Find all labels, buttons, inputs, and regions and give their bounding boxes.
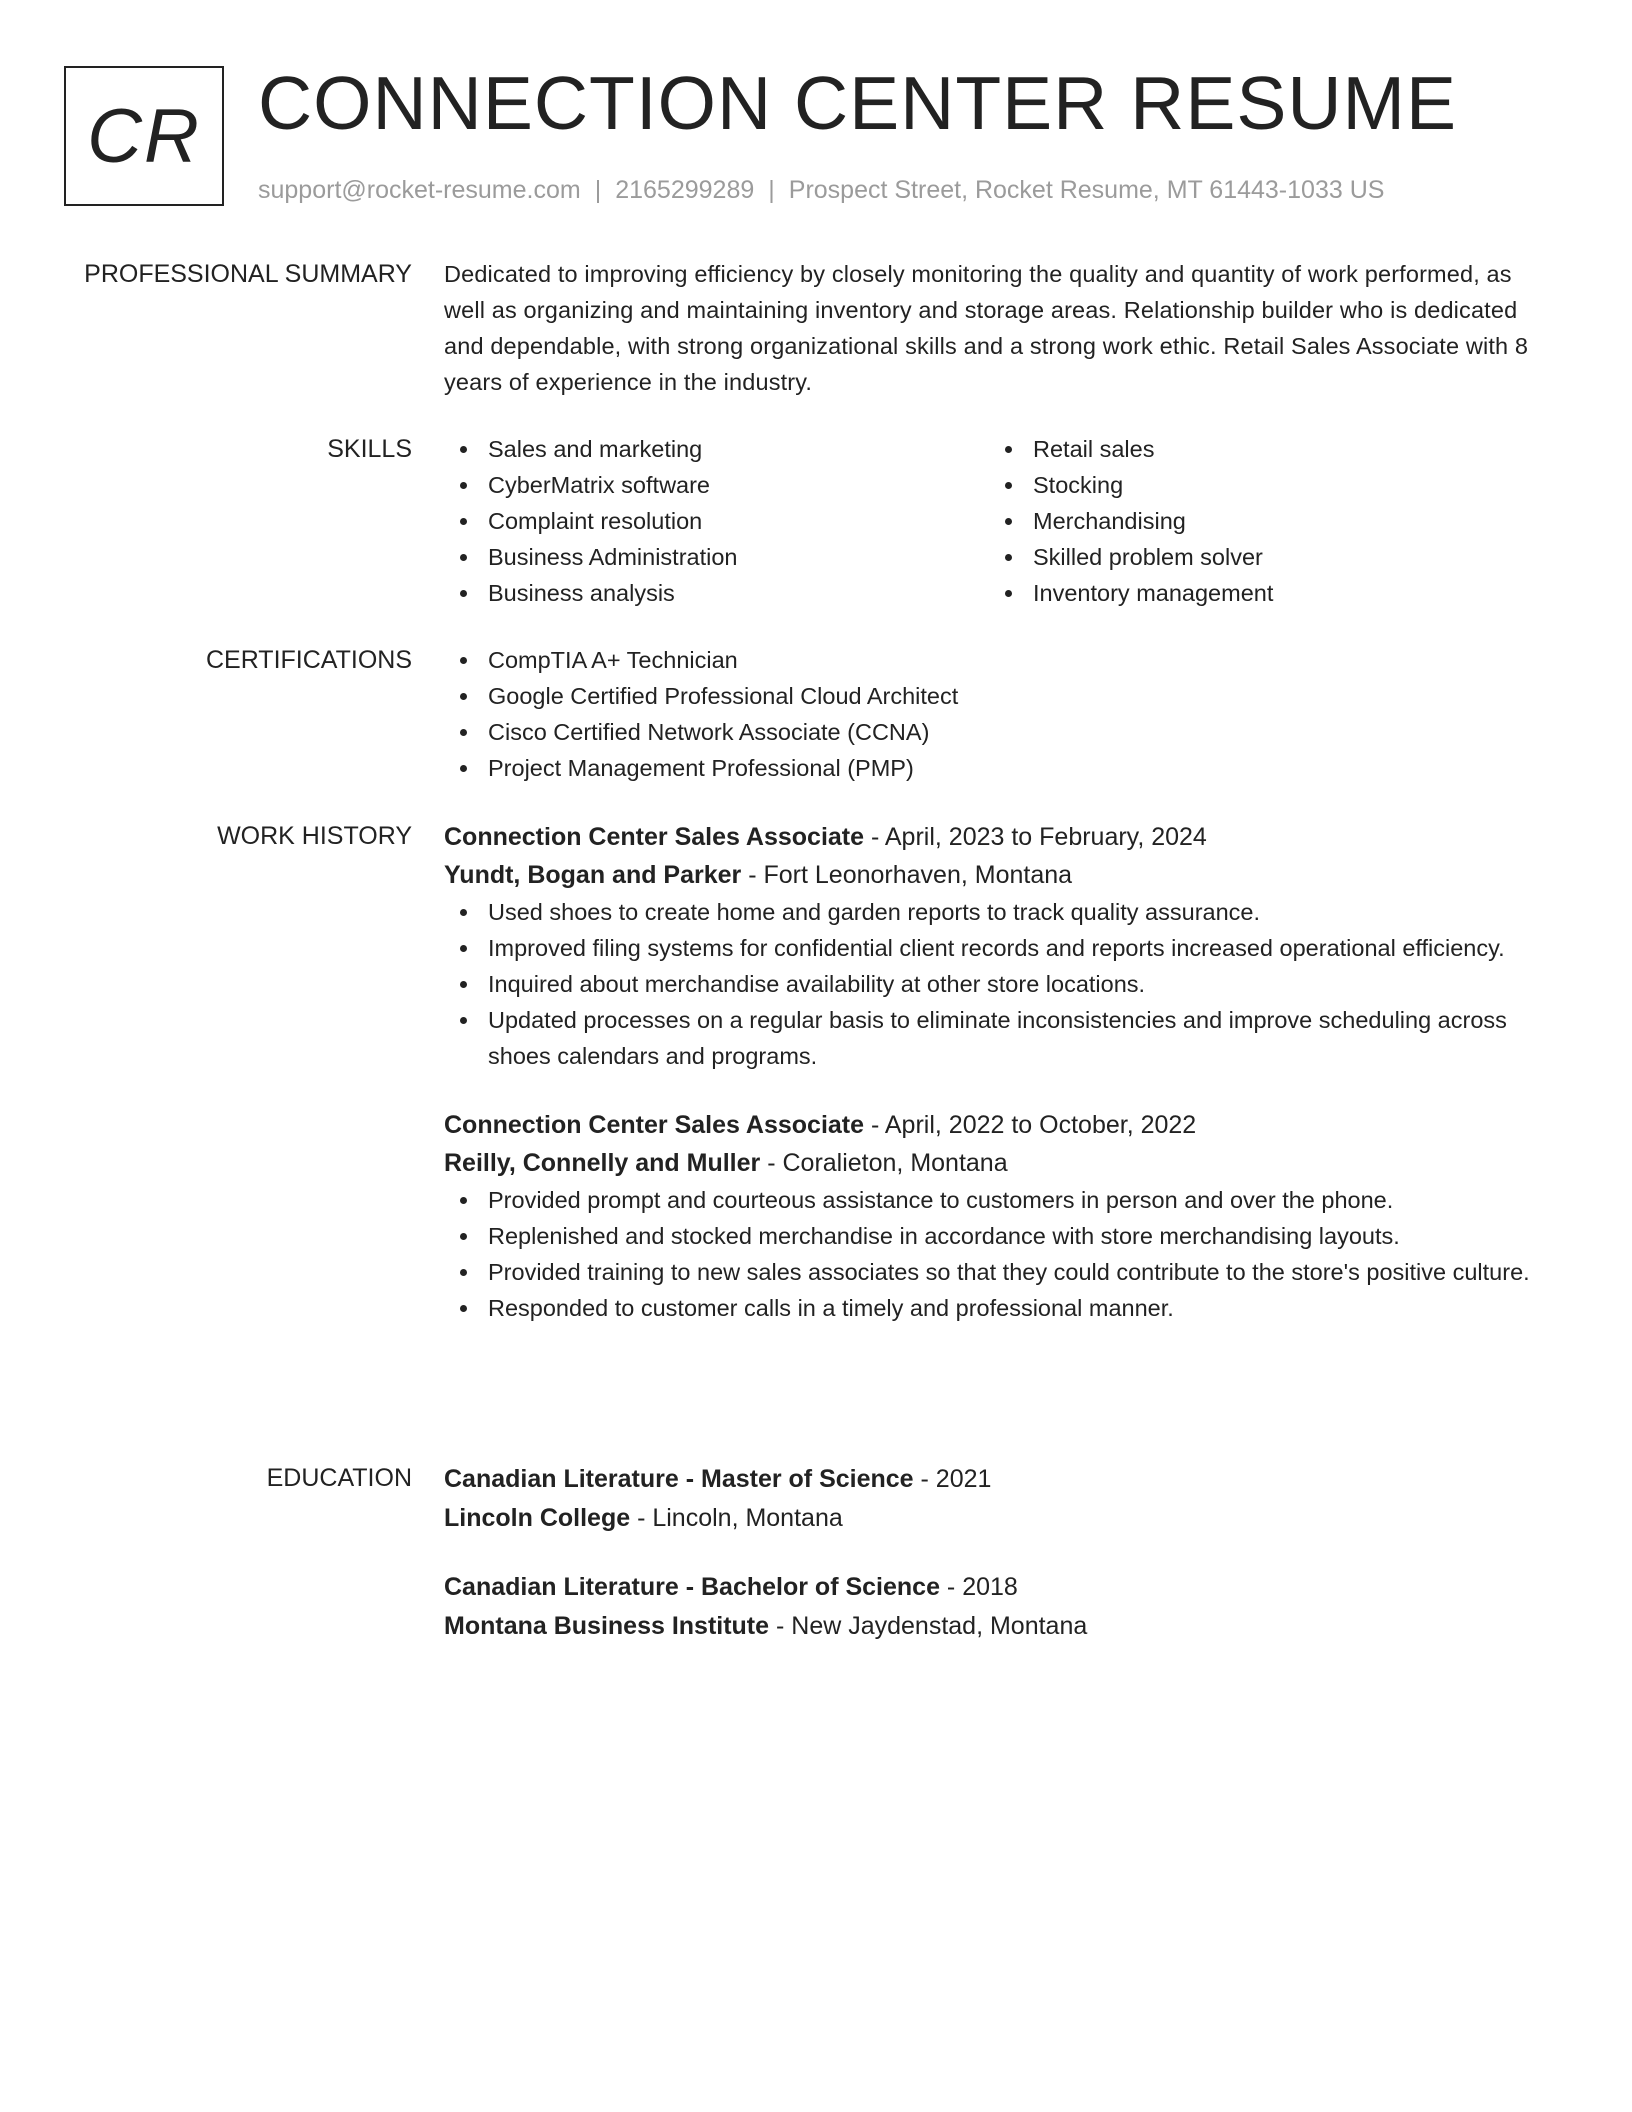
- education-location: - Lincoln, Montana: [630, 1504, 843, 1532]
- education-degree-line: [444, 1460, 1534, 1499]
- summary-text: Dedicated to improving efficiency by closely monitoring the quality and quantity of work performed, as well as organizing and maintaining inventory and storage areas. Relationship builder who is dedicated and dependable, with strong organizational skills and a strong work ethic. Retail Sales Associate with 8 years of experience in the industry.: [444, 261, 1529, 395]
- skill-item: Business Administration: [444, 539, 989, 575]
- job-location: - Coralieton, Montana: [760, 1149, 1008, 1177]
- education-degree: Canadian Literature - Master of Science: [444, 1465, 914, 1493]
- job-company: Reilly, Connelly and Muller: [444, 1149, 761, 1177]
- education-year: - 2018: [939, 1573, 1018, 1601]
- contact-phone[interactable]: 2165299289: [615, 176, 755, 204]
- contact-separator: |: [594, 176, 602, 204]
- skill-item: CyberMatrix software: [444, 467, 989, 503]
- skills-list-left: [444, 431, 989, 611]
- job-title-line: [444, 1106, 1534, 1144]
- certification-item: Cisco Certified Network Associate (CCNA): [444, 714, 1534, 750]
- job-entry: [444, 818, 1534, 1074]
- certification-item: Project Management Professional (PMP): [444, 750, 1534, 786]
- job-bullets: [444, 1182, 1534, 1326]
- education-school-line: [444, 1499, 1534, 1538]
- monogram-logo: CR: [64, 66, 224, 206]
- job-company: Yundt, Bogan and Parker: [444, 861, 742, 889]
- section-label-education: EDUCATION: [266, 1464, 412, 1492]
- job-bullet: Improved filing systems for confidential client records and reports increased operational efficiency.: [444, 930, 1534, 966]
- education-year: - 2021: [913, 1465, 992, 1493]
- skill-item: Sales and marketing: [444, 431, 989, 467]
- certifications-list: [444, 642, 1534, 786]
- work-history-body: [444, 818, 1534, 1326]
- education-location: - New Jaydenstad, Montana: [769, 1612, 1088, 1640]
- contact-email[interactable]: support@rocket-resume.com: [258, 176, 581, 204]
- education-school: Lincoln College: [444, 1504, 631, 1532]
- skill-item: Inventory management: [989, 575, 1534, 611]
- job-dates: - April, 2022 to October, 2022: [864, 1111, 1197, 1139]
- skills-grid: [444, 431, 1534, 611]
- job-entry: [444, 1106, 1534, 1326]
- skills-list-right: [989, 431, 1534, 611]
- job-location: - Fort Leonorhaven, Montana: [741, 861, 1073, 889]
- job-title: Connection Center Sales Associate: [444, 1111, 865, 1139]
- job-title: Connection Center Sales Associate: [444, 823, 865, 851]
- certifications-body: [444, 642, 1534, 786]
- skill-item: Stocking: [989, 467, 1534, 503]
- education-entry: [444, 1568, 1534, 1646]
- education-body: [444, 1460, 1534, 1646]
- job-bullet: Replenished and stocked merchandise in accordance with store merchandising layouts.: [444, 1218, 1534, 1254]
- resume-title: CONNECTION CENTER RESUME: [258, 61, 1458, 145]
- job-bullet: Provided training to new sales associates so that they could contribute to the store's positive culture.: [444, 1254, 1534, 1290]
- job-bullets: [444, 894, 1534, 1074]
- job-company-line: [444, 1144, 1534, 1182]
- job-company-line: [444, 856, 1534, 894]
- section-label-skills: SKILLS: [327, 435, 412, 463]
- certification-item: Google Certified Professional Cloud Architect: [444, 678, 1534, 714]
- education-school-line: [444, 1607, 1534, 1646]
- job-bullet: Responded to customer calls in a timely and professional manner.: [444, 1290, 1534, 1326]
- education-degree-line: [444, 1568, 1534, 1607]
- skill-item: Complaint resolution: [444, 503, 989, 539]
- education-entry: [444, 1460, 1534, 1538]
- skill-item: Merchandising: [989, 503, 1534, 539]
- summary-body: [444, 256, 1534, 400]
- job-bullet: Provided prompt and courteous assistance to customers in person and over the phone.: [444, 1182, 1534, 1218]
- section-label-work-history: WORK HISTORY: [217, 822, 412, 850]
- contact-line: [258, 172, 1384, 208]
- education-school: Montana Business Institute: [444, 1612, 770, 1640]
- section-label-summary: PROFESSIONAL SUMMARY: [84, 260, 412, 288]
- certification-item: CompTIA A+ Technician: [444, 642, 1534, 678]
- contact-address: Prospect Street, Rocket Resume, MT 61443-1033 US: [788, 176, 1385, 204]
- skills-body: [444, 431, 1534, 611]
- education-degree: Canadian Literature - Bachelor of Science: [444, 1573, 940, 1601]
- job-title-line: [444, 818, 1534, 856]
- job-bullet: Inquired about merchandise availability at other store locations.: [444, 966, 1534, 1002]
- job-bullet: Updated processes on a regular basis to eliminate inconsistencies and improve scheduling across shoes calendars and programs.: [444, 1002, 1534, 1074]
- skill-item: Business analysis: [444, 575, 989, 611]
- section-label-certifications: CERTIFICATIONS: [205, 646, 412, 674]
- skill-item: Skilled problem solver: [989, 539, 1534, 575]
- contact-separator: |: [768, 176, 775, 204]
- job-dates: - April, 2023 to February, 2024: [864, 823, 1207, 851]
- skill-item: Retail sales: [989, 431, 1534, 467]
- job-bullet: Used shoes to create home and garden reports to track quality assurance.: [444, 894, 1534, 930]
